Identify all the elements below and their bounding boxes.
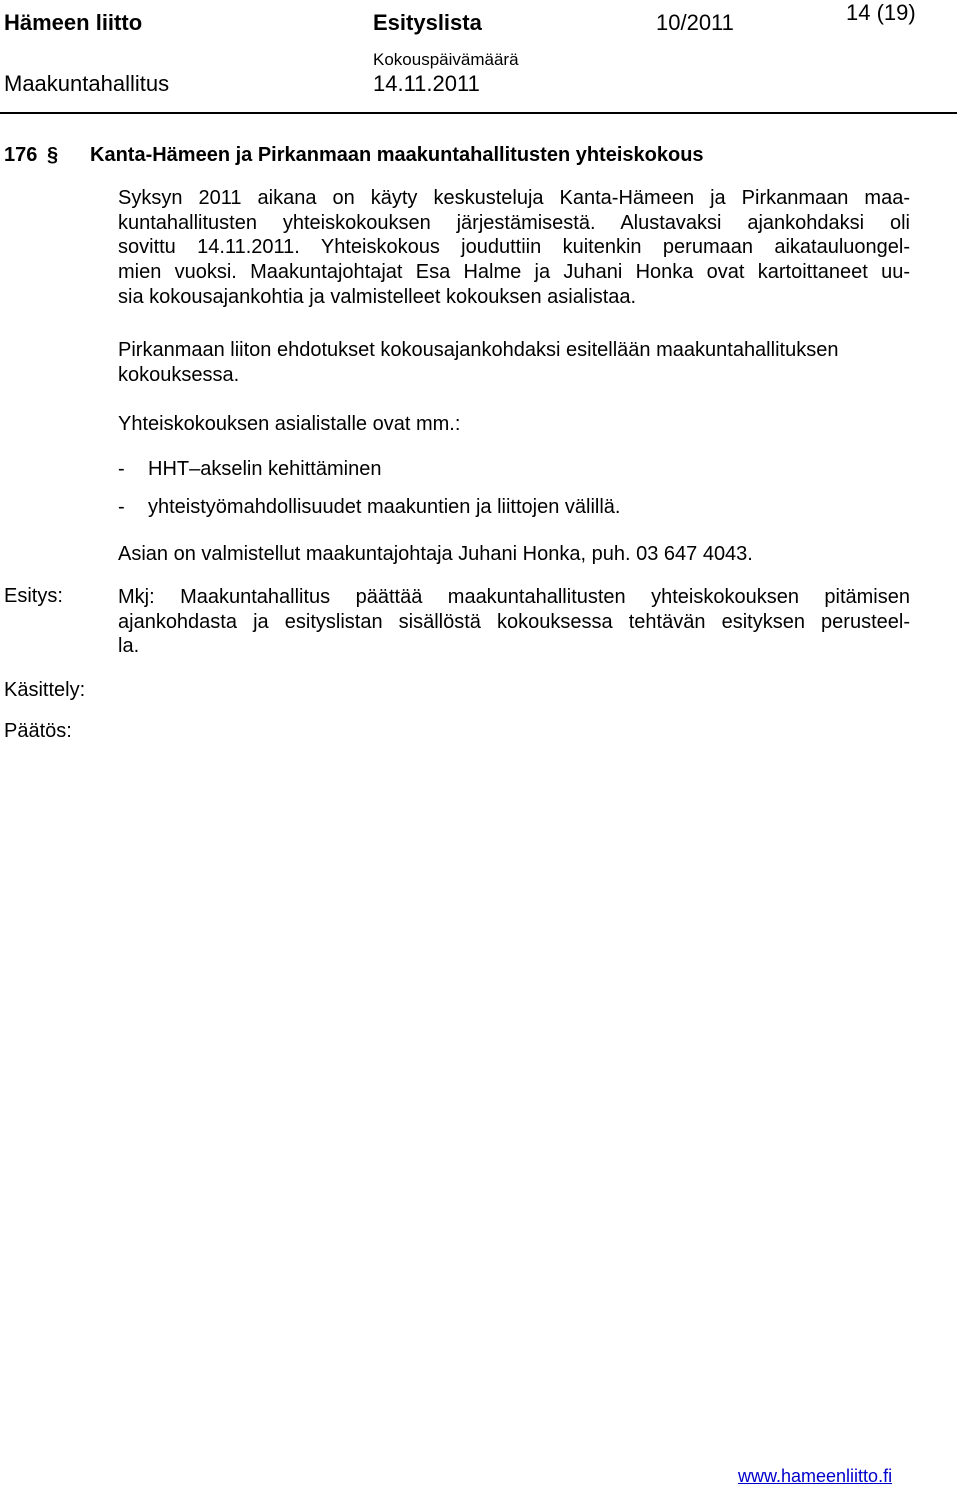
list-item: HHT–akselin kehittäminen xyxy=(148,458,382,480)
section-sign: § xyxy=(47,144,59,166)
header-date: 14.11.2011 xyxy=(373,71,480,96)
section-number: 176 xyxy=(4,144,38,166)
paragraph-4 xyxy=(118,542,910,567)
paragraph-1-line: sia kokousajankohtia ja valmistelleet kokouksen asialistaa. xyxy=(118,285,637,308)
paragraph-2-line: kokouksessa. xyxy=(118,363,240,386)
paragraph-1-line: sovittu 14.11.2011. Yhteiskokous jouduttiin kuitenkin perumaan aikatauluongel- xyxy=(118,236,910,259)
paragraph-2-line: Pirkanmaan liiton ehdotukset kokousajankohdaksi esitellään maakuntahallituksen xyxy=(118,339,839,361)
list-item: yhteistyömahdollisuudet maakuntien ja liittojen välillä. xyxy=(148,496,621,518)
esitys-line: ajankohdasta ja esityslistan sisällöstä kokouksessa tehtävän esityksen perusteel- xyxy=(118,610,910,633)
esitys-line: la. xyxy=(118,635,140,658)
esitys-line: Mkj: Maakuntahallitus päättää maakuntahallitusten yhteiskokouksen pitämisen xyxy=(118,586,910,608)
label-esitys: Esitys: xyxy=(4,585,63,607)
list-dash: - xyxy=(118,458,125,480)
header-doc-type: Esityslista xyxy=(373,10,482,35)
label-paatos: Päätös: xyxy=(4,720,72,742)
paragraph-3-line: Yhteiskokouksen asialistalle ovat mm.: xyxy=(118,413,461,435)
paragraph-1-line: kuntahallitusten yhteiskokouksen järjestämisestä. Alustavaksi ajankohdaksi oli xyxy=(118,211,910,234)
label-kasittely: Käsittely: xyxy=(4,679,86,701)
paragraph-1-line: mien vuoksi. Maakuntajohtajat Esa Halme ja Juhani Honka ovat kartoittaneet uu- xyxy=(118,261,910,284)
footer-link[interactable]: www.hameenliitto.fi xyxy=(738,1466,893,1486)
paragraph-4-line: Asian on valmistellut maakuntajohtaja Juhani Honka, puh. 03 647 4043. xyxy=(118,543,753,565)
header-rule xyxy=(0,112,957,114)
section-title: Kanta-Hämeen ja Pirkanmaan maakuntahallitusten yhteiskokous xyxy=(90,144,704,166)
header-org: Hämeen liitto xyxy=(4,10,143,35)
paragraph-1-line: Syksyn 2011 aikana on käyty keskusteluja Kanta-Hämeen ja Pirkanmaan maa- xyxy=(118,187,910,209)
paragraph-2 xyxy=(118,338,910,387)
esitys-text xyxy=(118,585,910,659)
header-body: Maakuntahallitus xyxy=(4,71,170,96)
paragraph-3 xyxy=(118,412,910,437)
header-number: 10/2011 xyxy=(656,10,734,35)
list-dash: - xyxy=(118,496,125,518)
header-page: 14 (19) xyxy=(846,0,916,25)
paragraph-1 xyxy=(118,186,910,310)
header-date-label: Kokouspäivämäärä xyxy=(373,50,519,69)
